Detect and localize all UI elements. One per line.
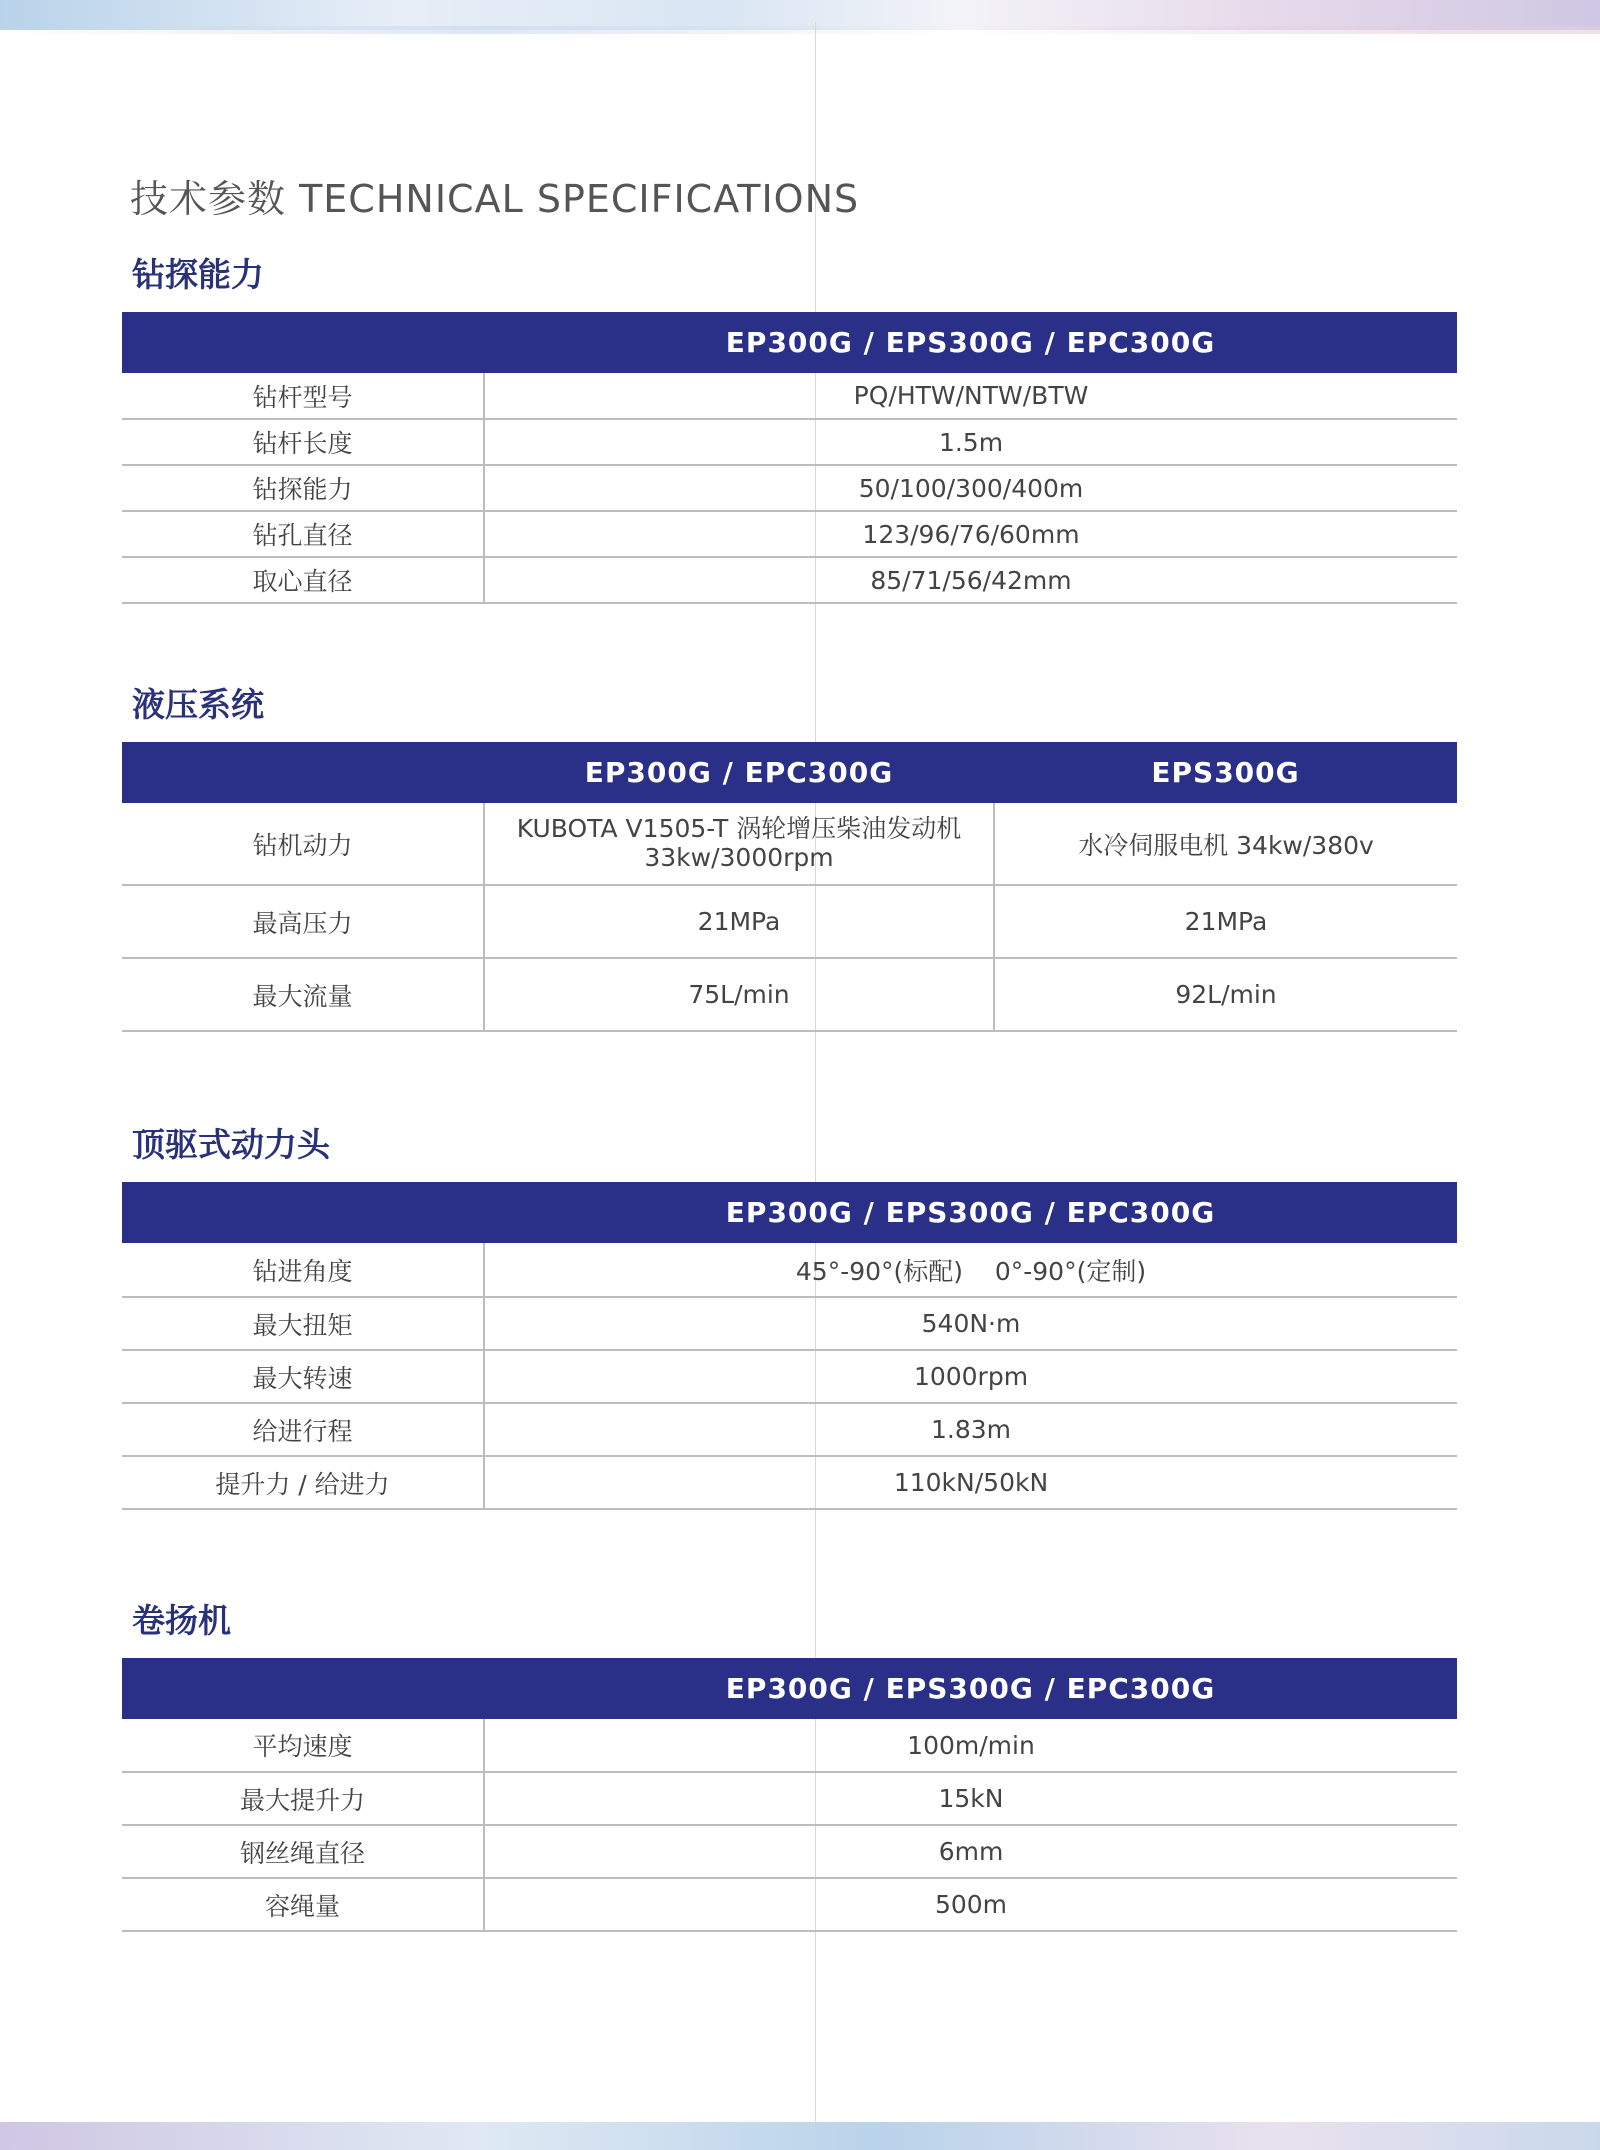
table-row bbox=[122, 1719, 1457, 1772]
section-heading: 钻探能力 bbox=[132, 255, 264, 294]
section-top-drive-head bbox=[122, 1122, 1457, 1510]
table-row bbox=[122, 511, 1457, 557]
table-row bbox=[122, 419, 1457, 465]
table-header-row bbox=[122, 312, 1457, 373]
header-electric-model: EPS300G bbox=[1151, 756, 1300, 789]
row-label: 提升力 / 给进力 bbox=[122, 1456, 484, 1509]
value-line-1: KUBOTA V1505-T 涡轮增压柴油发动机 bbox=[516, 813, 962, 843]
row-label: 容绳量 bbox=[122, 1878, 484, 1931]
header-models: EP300G / EPS300G / EPC300G bbox=[725, 1196, 1216, 1229]
row-value: 110kN/50kN bbox=[484, 1456, 1457, 1509]
row-value: 15kN bbox=[484, 1772, 1457, 1825]
row-value-electric: 92L/min bbox=[994, 958, 1457, 1031]
row-label: 钢丝绳直径 bbox=[122, 1825, 484, 1878]
row-value: PQ/HTW/NTW/BTW bbox=[484, 373, 1457, 419]
hydraulic-spec-table bbox=[122, 742, 1457, 1032]
header-diesel-models: EP300G / EPC300G bbox=[584, 756, 894, 789]
row-value: 123/96/76/60mm bbox=[484, 511, 1457, 557]
header-blank bbox=[122, 1182, 484, 1243]
table-row bbox=[122, 1456, 1457, 1509]
table-row bbox=[122, 465, 1457, 511]
row-label: 最大扭矩 bbox=[122, 1297, 484, 1350]
row-value: 100m/min bbox=[484, 1719, 1457, 1772]
table-header-row bbox=[122, 1182, 1457, 1243]
table-row bbox=[122, 1243, 1457, 1297]
table-row bbox=[122, 1772, 1457, 1825]
table-row bbox=[122, 803, 1457, 885]
row-value: 540N·m bbox=[484, 1297, 1457, 1350]
table-row bbox=[122, 1297, 1457, 1350]
row-value-electric: 21MPa bbox=[994, 885, 1457, 958]
row-value: 1000rpm bbox=[484, 1350, 1457, 1403]
row-label: 平均速度 bbox=[122, 1719, 484, 1772]
row-value: 1.5m bbox=[484, 419, 1457, 465]
row-value: 500m bbox=[484, 1878, 1457, 1931]
row-label: 钻孔直径 bbox=[122, 511, 484, 557]
row-value: 50/100/300/400m bbox=[484, 465, 1457, 511]
row-value-diesel bbox=[484, 803, 994, 885]
table-row bbox=[122, 1403, 1457, 1456]
value-line-2: 33kw/3000rpm bbox=[644, 842, 834, 872]
top-drive-spec-table bbox=[122, 1182, 1457, 1510]
row-value: 45°-90°(标配) 0°-90°(定制) bbox=[484, 1243, 1457, 1297]
row-label: 最大流量 bbox=[122, 958, 484, 1031]
header-blank bbox=[122, 312, 484, 373]
table-row bbox=[122, 958, 1457, 1031]
page-title: 技术参数 TECHNICAL SPECIFICATIONS bbox=[130, 177, 860, 221]
row-label: 钻机动力 bbox=[122, 803, 484, 885]
section-heading: 液压系统 bbox=[132, 685, 264, 724]
section-heading: 卷扬机 bbox=[132, 1601, 231, 1640]
table-row bbox=[122, 1825, 1457, 1878]
row-label: 钻探能力 bbox=[122, 465, 484, 511]
table-header-row bbox=[122, 742, 1457, 803]
section-drilling-capacity bbox=[122, 252, 1457, 604]
row-label: 最高压力 bbox=[122, 885, 484, 958]
table-row bbox=[122, 885, 1457, 958]
table-row bbox=[122, 1350, 1457, 1403]
table-header-row bbox=[122, 1658, 1457, 1719]
winch-spec-table bbox=[122, 1658, 1457, 1932]
row-value: 85/71/56/42mm bbox=[484, 557, 1457, 603]
row-label: 钻杆长度 bbox=[122, 419, 484, 465]
row-value-diesel: 75L/min bbox=[484, 958, 994, 1031]
row-label: 取心直径 bbox=[122, 557, 484, 603]
section-winch bbox=[122, 1598, 1457, 1932]
row-value: 1.83m bbox=[484, 1403, 1457, 1456]
header-blank bbox=[122, 742, 484, 803]
row-label: 给进行程 bbox=[122, 1403, 484, 1456]
row-value: 6mm bbox=[484, 1825, 1457, 1878]
row-label: 钻进角度 bbox=[122, 1243, 484, 1297]
row-value-diesel: 21MPa bbox=[484, 885, 994, 958]
section-heading: 顶驱式动力头 bbox=[132, 1125, 330, 1164]
top-decorative-band bbox=[0, 0, 1600, 30]
header-models: EP300G / EPS300G / EPC300G bbox=[725, 1672, 1216, 1705]
bottom-decorative-band bbox=[0, 2122, 1600, 2150]
row-label: 最大提升力 bbox=[122, 1772, 484, 1825]
row-value-electric: 水冷伺服电机 34kw/380v bbox=[994, 803, 1457, 885]
table-row bbox=[122, 373, 1457, 419]
header-models: EP300G / EPS300G / EPC300G bbox=[725, 326, 1216, 359]
row-label: 钻杆型号 bbox=[122, 373, 484, 419]
table-row bbox=[122, 557, 1457, 603]
drilling-spec-table bbox=[122, 312, 1457, 604]
header-blank bbox=[122, 1658, 484, 1719]
row-label: 最大转速 bbox=[122, 1350, 484, 1403]
section-hydraulic-system bbox=[122, 682, 1457, 1032]
table-row bbox=[122, 1878, 1457, 1931]
